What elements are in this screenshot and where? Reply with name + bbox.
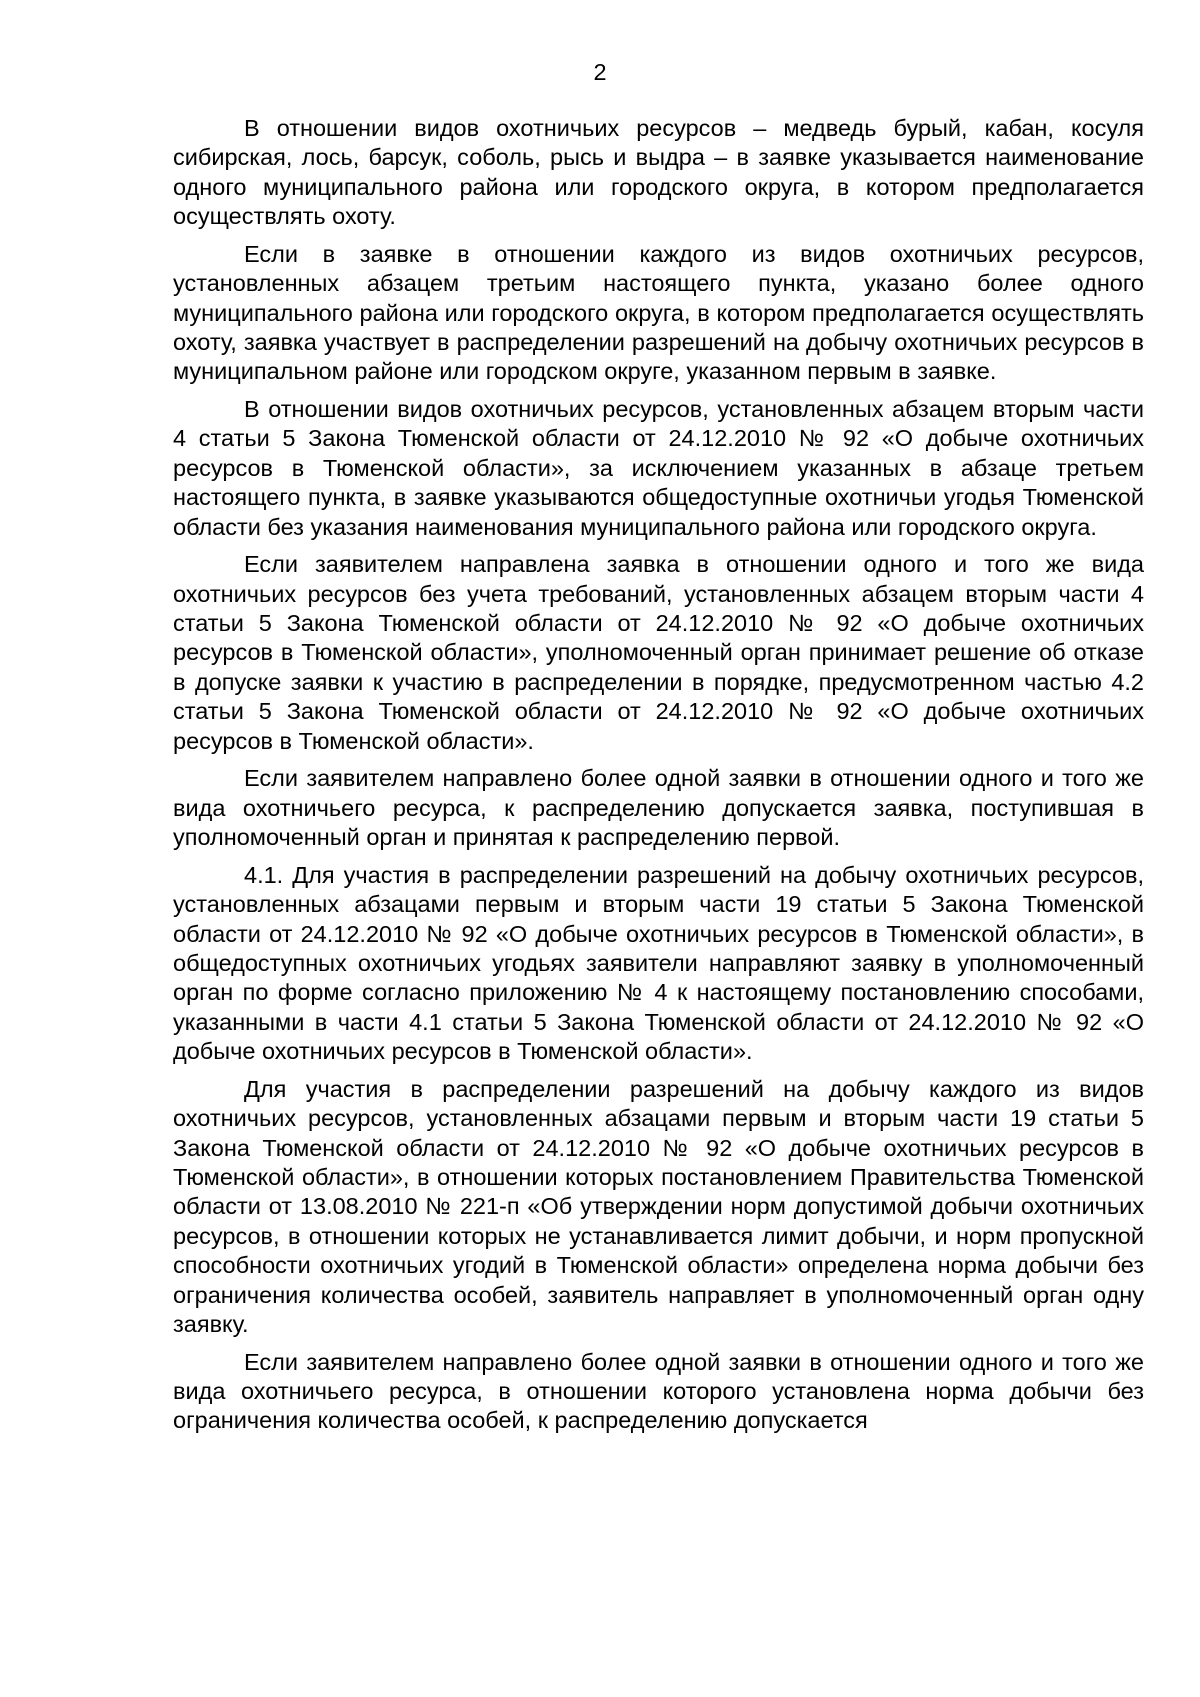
- paragraph-6-clause-4-1: 4.1. Для участия в распределении разрешений на добычу охотничьих ресурсов, установленных абзацами первым и вторым части 19 статьи 5 Закона Тюменской области от 24.12.2010 № 92 «О добыче охотничьих ресурсов в Тюменской области», в общедоступных охотничьих угодьях заявители направляют заявку в уполномоченный орган по форме согласно приложению № 4 к настоящему постановлению способами, указанными в части 4.1 статьи 5 Закона Тюменской области от 24.12.2010 № 92 «О добыче охотничьих ресурсов в Тюменской области».: [173, 861, 1144, 1065]
- paragraph-1: В отношении видов охотничьих ресурсов – медведь бурый, кабан, косуля сибирская, лось, барсук, соболь, рысь и выдра – в заявке указывается наименование одного муниципального района или городского округа, в котором предполагается осуществлять охоту.: [173, 115, 1144, 230]
- document-body: [173, 114, 1144, 1444]
- page-number: 2: [593, 59, 607, 85]
- paragraph-5: Если заявителем направлено более одной заявки в отношении одного и того же вида охотничьего ресурса, к распределению допускается заявка, поступившая в уполномоченный орган и принятая к распределению первой.: [173, 765, 1144, 851]
- paragraph-7: Для участия в распределении разрешений на добычу каждого из видов охотничьих ресурсов, установленных абзацами первым и вторым части 19 статьи 5 Закона Тюменской области от 24.12.2010 № 92 «О добыче охотничьих ресурсов в Тюменской области», в отношении которых постановлением Правительства Тюменской области от 13.08.2010 № 221-п «Об утверждении норм допустимой добычи охотничьих ресурсов, в отношении которых не устанавливается лимит добычи, и норм пропускной способности охотничьих угодий в Тюменской области» определена норма добычи без ограничения количества особей, заявитель направляет в уполномоченный орган одну заявку.: [173, 1075, 1144, 1337]
- paragraph-3: В отношении видов охотничьих ресурсов, установленных абзацем вторым части 4 статьи 5 Закона Тюменской области от 24.12.2010 № 92 «О добыче охотничьих ресурсов в Тюменской области», за исключением указанных в абзаце третьем настоящего пункта, в заявке указываются общедоступные охотничьи угодья Тюменской области без указания наименования муниципального района или городского округа.: [173, 396, 1144, 540]
- paragraph-4: Если заявителем направлена заявка в отношении одного и того же вида охотничьих ресурсов без учета требований, установленных абзацем вторым части 4 статьи 5 Закона Тюменской области от 24.12.2010 № 92 «О добыче охотничьих ресурсов в Тюменской области», уполномоченный орган принимает решение об отказе в допуске заявки к участию в распределении в порядке, предусмотренном частью 4.2 статьи 5 Закона Тюменской области от 24.12.2010 № 92 «О добыче охотничьих ресурсов в Тюменской области».: [173, 551, 1144, 754]
- paragraph-8: Если заявителем направлено более одной заявки в отношении одного и того же вида охотничьего ресурса, в отношении которого установлена норма добычи без ограничения количества особей, к распределению допускается: [173, 1348, 1144, 1434]
- paragraph-2: Если в заявке в отношении каждого из видов охотничьих ресурсов, установленных абзацем третьим настоящего пункта, указано более одного муниципального района или городского округа, в котором предполагается осуществлять охоту, заявка участвует в распределении разрешений на добычу охотничьих ресурсов в муниципальном районе или городском округе, указанном первым в заявке.: [173, 240, 1144, 385]
